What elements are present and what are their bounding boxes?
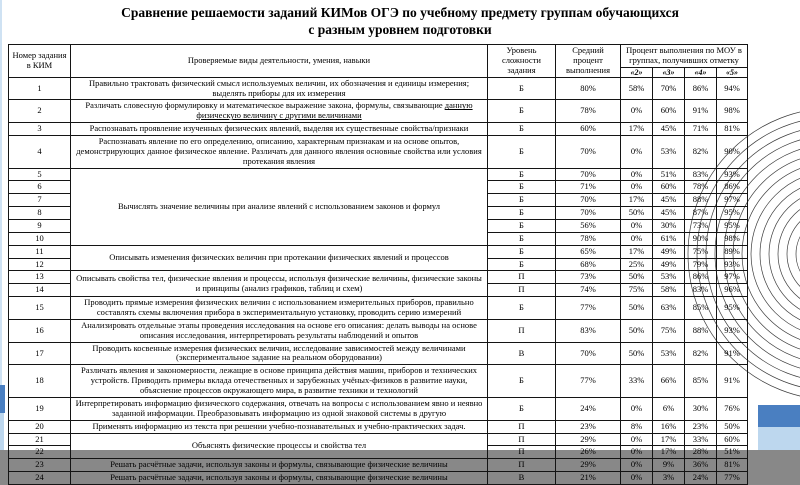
table-row	[9, 365, 748, 398]
average-percent-cell: 83%	[556, 319, 621, 342]
mark-percent-cell-4: 23%	[685, 420, 717, 433]
difficulty-level-cell: Б	[488, 397, 556, 420]
mark-percent-cell-5: 98%	[717, 100, 748, 123]
mark-percent-cell-2: 0%	[621, 472, 653, 485]
mark-percent-cell-4: 73%	[685, 220, 717, 233]
task-number-cell: 5	[9, 168, 71, 181]
mark-percent-cell-4: 88%	[685, 194, 717, 207]
mark-percent-cell-4: 33%	[685, 433, 717, 446]
header-mark-5: «5»	[717, 67, 748, 77]
mark-percent-cell-4: 90%	[685, 232, 717, 245]
mark-percent-cell-5: 77%	[717, 472, 748, 485]
mark-percent-cell-2: 0%	[621, 100, 653, 123]
difficulty-level-cell: П	[488, 459, 556, 472]
table-row	[9, 420, 748, 433]
mark-percent-cell-5: 97%	[717, 271, 748, 284]
mark-percent-cell-5: 76%	[717, 397, 748, 420]
mark-percent-cell-2: 33%	[621, 365, 653, 398]
table-row	[9, 123, 748, 136]
mark-percent-cell-3: 53%	[653, 342, 685, 365]
average-percent-cell: 70%	[556, 136, 621, 169]
task-number-cell: 9	[9, 220, 71, 233]
activity-description-cell: Описывать свойства тел, физические явления и процессы, используя физические величины, физические законы и принципы (анализ графиков, таблиц и схем)	[71, 271, 488, 297]
average-percent-cell: 70%	[556, 194, 621, 207]
difficulty-level-cell: Б	[488, 365, 556, 398]
difficulty-level-cell: П	[488, 271, 556, 284]
mark-percent-cell-2: 75%	[621, 284, 653, 297]
difficulty-level-cell: Б	[488, 220, 556, 233]
average-percent-cell: 56%	[556, 220, 621, 233]
activity-description-cell: Вычислять значение величины при анализе явлений с использованием законов и формул	[71, 168, 488, 245]
difficulty-level-cell: Б	[488, 123, 556, 136]
mark-percent-cell-3: 51%	[653, 168, 685, 181]
mark-percent-cell-4: 30%	[685, 397, 717, 420]
difficulty-level-cell: Б	[488, 100, 556, 123]
left-accent-stripe	[0, 385, 5, 413]
task-number-cell: 8	[9, 207, 71, 220]
difficulty-level-cell: П	[488, 433, 556, 446]
difficulty-level-cell: Б	[488, 258, 556, 271]
average-percent-cell: 80%	[556, 77, 621, 100]
title-line-2: с разным уровнем подготовки	[308, 21, 492, 37]
difficulty-level-cell: П	[488, 420, 556, 433]
average-percent-cell: 70%	[556, 342, 621, 365]
average-percent-cell: 78%	[556, 100, 621, 123]
mark-percent-cell-3: 70%	[653, 77, 685, 100]
activity-description-cell: Различать словесную формулировку и математическое выражение закона, формулы, связывающие данную физическую величину с другими величинами	[71, 100, 488, 123]
difficulty-level-cell: Б	[488, 181, 556, 194]
task-number-cell: 4	[9, 136, 71, 169]
average-percent-cell: 78%	[556, 232, 621, 245]
difficulty-level-cell: Б	[488, 77, 556, 100]
mark-percent-cell-5: 89%	[717, 245, 748, 258]
task-number-cell: 12	[9, 258, 71, 271]
table-row	[9, 77, 748, 100]
average-percent-cell: 70%	[556, 207, 621, 220]
mark-percent-cell-5: 96%	[717, 284, 748, 297]
mark-percent-cell-5: 95%	[717, 297, 748, 320]
table-row	[9, 297, 748, 320]
mark-percent-cell-3: 60%	[653, 181, 685, 194]
activity-description-cell: Распознавать проявление изученных физических явлений, выделяя их существенные свойства/признаки	[71, 123, 488, 136]
header-mark-2: «2»	[621, 67, 653, 77]
average-percent-cell: 23%	[556, 420, 621, 433]
activity-description-cell: Решать расчётные задачи, используя законы и формулы, связывающие физические величины	[71, 472, 488, 485]
table-row	[9, 100, 748, 123]
header-mark-4: «4»	[685, 67, 717, 77]
mark-percent-cell-4: 82%	[685, 136, 717, 169]
mark-percent-cell-5: 95%	[717, 220, 748, 233]
header-row-top	[9, 45, 748, 68]
average-percent-cell: 71%	[556, 181, 621, 194]
mark-percent-cell-4: 28%	[685, 446, 717, 459]
table-row	[9, 136, 748, 169]
task-number-cell: 16	[9, 319, 71, 342]
mark-percent-cell-2: 0%	[621, 397, 653, 420]
mark-percent-cell-2: 0%	[621, 459, 653, 472]
table-row	[9, 433, 748, 446]
mark-percent-cell-3: 6%	[653, 397, 685, 420]
header-mark-3: «3»	[653, 67, 685, 77]
mark-percent-cell-5: 94%	[717, 77, 748, 100]
task-number-cell: 6	[9, 181, 71, 194]
mark-percent-cell-5: 81%	[717, 459, 748, 472]
header-level: Уровень сложности задания	[488, 45, 556, 78]
page-title	[0, 5, 800, 38]
mark-percent-cell-2: 0%	[621, 220, 653, 233]
header-activity: Проверяемые виды деятельности, умения, навыки	[71, 45, 488, 78]
average-percent-cell: 24%	[556, 397, 621, 420]
activity-description-cell: Объяснять физические процессы и свойства тел	[71, 433, 488, 459]
task-number-cell: 17	[9, 342, 71, 365]
mark-percent-cell-2: 17%	[621, 194, 653, 207]
difficulty-level-cell: П	[488, 446, 556, 459]
table-row	[9, 342, 748, 365]
title-line-1: Сравнение решаемости заданий КИМов ОГЭ по учебному предмету группам обучающихся	[121, 5, 679, 20]
task-number-cell: 23	[9, 459, 71, 472]
table-row	[9, 397, 748, 420]
table-row	[9, 472, 748, 485]
average-percent-cell: 70%	[556, 168, 621, 181]
mark-percent-cell-2: 0%	[621, 181, 653, 194]
average-percent-cell: 29%	[556, 459, 621, 472]
mark-percent-cell-3: 3%	[653, 472, 685, 485]
mark-percent-cell-4: 91%	[685, 100, 717, 123]
activity-description-cell: Проводить косвенные измерения физических величин, исследование зависимостей между величинами (экспериментальное задание на реальном оборудовании)	[71, 342, 488, 365]
mark-percent-cell-2: 50%	[621, 342, 653, 365]
task-number-cell: 21	[9, 433, 71, 446]
mark-percent-cell-2: 0%	[621, 433, 653, 446]
difficulty-level-cell: П	[488, 284, 556, 297]
activity-description-cell: Правильно трактовать физический смысл используемых величин, их обозначения и единицы измерения; выделять приборы для их измерения	[71, 77, 488, 100]
average-percent-cell: 29%	[556, 433, 621, 446]
average-percent-cell: 74%	[556, 284, 621, 297]
mark-percent-cell-4: 82%	[685, 342, 717, 365]
task-number-cell: 15	[9, 297, 71, 320]
mark-percent-cell-4: 86%	[685, 271, 717, 284]
mark-percent-cell-5: 97%	[717, 194, 748, 207]
activity-description-cell: Интерпретировать информацию физического содержания, отвечать на вопросы с использованием явно и неявно заданной информации. Преобразовывать информацию из одной знаковой системы в другую	[71, 397, 488, 420]
header-task-number: Номер задания в КИМ	[9, 45, 71, 78]
table-row	[9, 459, 748, 472]
difficulty-level-cell: В	[488, 342, 556, 365]
left-light-stripe	[0, 413, 4, 450]
mark-percent-cell-5: 93%	[717, 258, 748, 271]
mark-percent-cell-3: 61%	[653, 232, 685, 245]
average-percent-cell: 21%	[556, 472, 621, 485]
mark-percent-cell-2: 50%	[621, 207, 653, 220]
task-number-cell: 20	[9, 420, 71, 433]
difficulty-level-cell: Б	[488, 207, 556, 220]
right-light-band	[758, 427, 800, 450]
average-percent-cell: 73%	[556, 271, 621, 284]
table-row	[9, 168, 748, 181]
task-number-cell: 22	[9, 446, 71, 459]
mark-percent-cell-3: 60%	[653, 100, 685, 123]
activity-description-cell: Различать явления и закономерности, лежащие в основе принципа действия машин, приборов и технических устройств. Приводить примеры вклада отечественных и зарубежных учёных-физиков в развитие науки, объяснение процессов окружающего мира, в развитие техники и технологий	[71, 365, 488, 398]
task-number-cell: 11	[9, 245, 71, 258]
mark-percent-cell-2: 25%	[621, 258, 653, 271]
mark-percent-cell-3: 17%	[653, 446, 685, 459]
task-number-cell: 14	[9, 284, 71, 297]
underlined-phrase: данную физическую величину с другими величинами	[196, 100, 473, 121]
mark-percent-cell-4: 79%	[685, 258, 717, 271]
header-group-percent: Процент выполнения по МОУ в группах, получивших отметку	[621, 45, 748, 68]
table-header	[9, 45, 748, 78]
average-percent-cell: 77%	[556, 365, 621, 398]
mark-percent-cell-2: 17%	[621, 123, 653, 136]
mark-percent-cell-4: 78%	[685, 181, 717, 194]
mark-percent-cell-2: 50%	[621, 319, 653, 342]
mark-percent-cell-2: 17%	[621, 245, 653, 258]
task-number-cell: 10	[9, 232, 71, 245]
task-number-cell: 18	[9, 365, 71, 398]
mark-percent-cell-3: 45%	[653, 194, 685, 207]
difficulty-level-cell: Б	[488, 168, 556, 181]
mark-percent-cell-2: 0%	[621, 136, 653, 169]
mark-percent-cell-3: 16%	[653, 420, 685, 433]
task-number-cell: 7	[9, 194, 71, 207]
mark-percent-cell-3: 53%	[653, 271, 685, 284]
mark-percent-cell-3: 9%	[653, 459, 685, 472]
mark-percent-cell-3: 58%	[653, 284, 685, 297]
mark-percent-cell-3: 63%	[653, 297, 685, 320]
task-number-cell: 1	[9, 77, 71, 100]
activity-description-cell: Описывать изменения физических величин при протекании физических явлений и процессов	[71, 245, 488, 271]
mark-percent-cell-4: 24%	[685, 472, 717, 485]
table-row	[9, 271, 748, 284]
average-percent-cell: 60%	[556, 123, 621, 136]
mark-percent-cell-2: 0%	[621, 232, 653, 245]
task-number-cell: 24	[9, 472, 71, 485]
mark-percent-cell-2: 58%	[621, 77, 653, 100]
comparison-table	[8, 44, 748, 485]
task-number-cell: 19	[9, 397, 71, 420]
mark-percent-cell-4: 83%	[685, 168, 717, 181]
mark-percent-cell-4: 86%	[685, 77, 717, 100]
average-percent-cell: 68%	[556, 258, 621, 271]
mark-percent-cell-3: 53%	[653, 136, 685, 169]
mark-percent-cell-5: 91%	[717, 365, 748, 398]
difficulty-level-cell: Б	[488, 245, 556, 258]
mark-percent-cell-3: 45%	[653, 123, 685, 136]
mark-percent-cell-4: 85%	[685, 297, 717, 320]
mark-percent-cell-5: 90%	[717, 136, 748, 169]
mark-percent-cell-2: 50%	[621, 271, 653, 284]
difficulty-level-cell: В	[488, 472, 556, 485]
mark-percent-cell-5: 86%	[717, 181, 748, 194]
mark-percent-cell-3: 17%	[653, 433, 685, 446]
average-percent-cell: 26%	[556, 446, 621, 459]
mark-percent-cell-4: 36%	[685, 459, 717, 472]
difficulty-level-cell: П	[488, 319, 556, 342]
mark-percent-cell-4: 85%	[685, 365, 717, 398]
mark-percent-cell-3: 66%	[653, 365, 685, 398]
difficulty-level-cell: Б	[488, 194, 556, 207]
mark-percent-cell-4: 71%	[685, 123, 717, 136]
table-body	[9, 77, 748, 484]
mark-percent-cell-5: 91%	[717, 342, 748, 365]
header-average: Средний процент выполнения	[556, 45, 621, 78]
left-edge-stripe	[0, 0, 2, 450]
mark-percent-cell-5: 50%	[717, 420, 748, 433]
mark-percent-cell-5: 93%	[717, 319, 748, 342]
activity-description-cell: Проводить прямые измерения физических величин с использованием измерительных приборов, правильно составлять схемы включения прибора в экспериментальную установку, проводить серию измерений	[71, 297, 488, 320]
mark-percent-cell-3: 30%	[653, 220, 685, 233]
mark-percent-cell-5: 51%	[717, 446, 748, 459]
mark-percent-cell-3: 75%	[653, 319, 685, 342]
activity-description-cell: Анализировать отдельные этапы проведения исследования на основе его описания: делать выводы на основе описания исследования, интерпретировать результаты наблюдений и опытов	[71, 319, 488, 342]
mark-percent-cell-5: 60%	[717, 433, 748, 446]
mark-percent-cell-5: 95%	[717, 207, 748, 220]
task-number-cell: 2	[9, 100, 71, 123]
mark-percent-cell-2: 8%	[621, 420, 653, 433]
table-row	[9, 245, 748, 258]
mark-percent-cell-4: 87%	[685, 207, 717, 220]
wave-decoration	[742, 262, 800, 412]
mark-percent-cell-5: 98%	[717, 232, 748, 245]
right-accent-band	[758, 405, 800, 427]
task-number-cell: 13	[9, 271, 71, 284]
difficulty-level-cell: Б	[488, 136, 556, 169]
mark-percent-cell-4: 88%	[685, 319, 717, 342]
difficulty-level-cell: Б	[488, 232, 556, 245]
mark-percent-cell-2: 50%	[621, 297, 653, 320]
mark-percent-cell-2: 0%	[621, 446, 653, 459]
mark-percent-cell-3: 49%	[653, 258, 685, 271]
average-percent-cell: 65%	[556, 245, 621, 258]
table-row	[9, 319, 748, 342]
activity-description-cell: Распознавать явление по его определению, описанию, характерным признакам и на основе опытов, демонстрирующих данное физическое явление. Различать для данного явления основные свойства или условия протекания явления	[71, 136, 488, 169]
average-percent-cell: 77%	[556, 297, 621, 320]
activity-description-cell: Применять информацию из текста при решении учебно-познавательных и учебно-практических задач.	[71, 420, 488, 433]
difficulty-level-cell: Б	[488, 297, 556, 320]
mark-percent-cell-2: 0%	[621, 168, 653, 181]
mark-percent-cell-3: 49%	[653, 245, 685, 258]
mark-percent-cell-5: 81%	[717, 123, 748, 136]
mark-percent-cell-4: 83%	[685, 284, 717, 297]
activity-description-cell: Решать расчётные задачи, используя законы и формулы, связывающие физические величины	[71, 459, 488, 472]
mark-percent-cell-3: 45%	[653, 207, 685, 220]
task-number-cell: 3	[9, 123, 71, 136]
mark-percent-cell-5: 93%	[717, 168, 748, 181]
mark-percent-cell-4: 75%	[685, 245, 717, 258]
